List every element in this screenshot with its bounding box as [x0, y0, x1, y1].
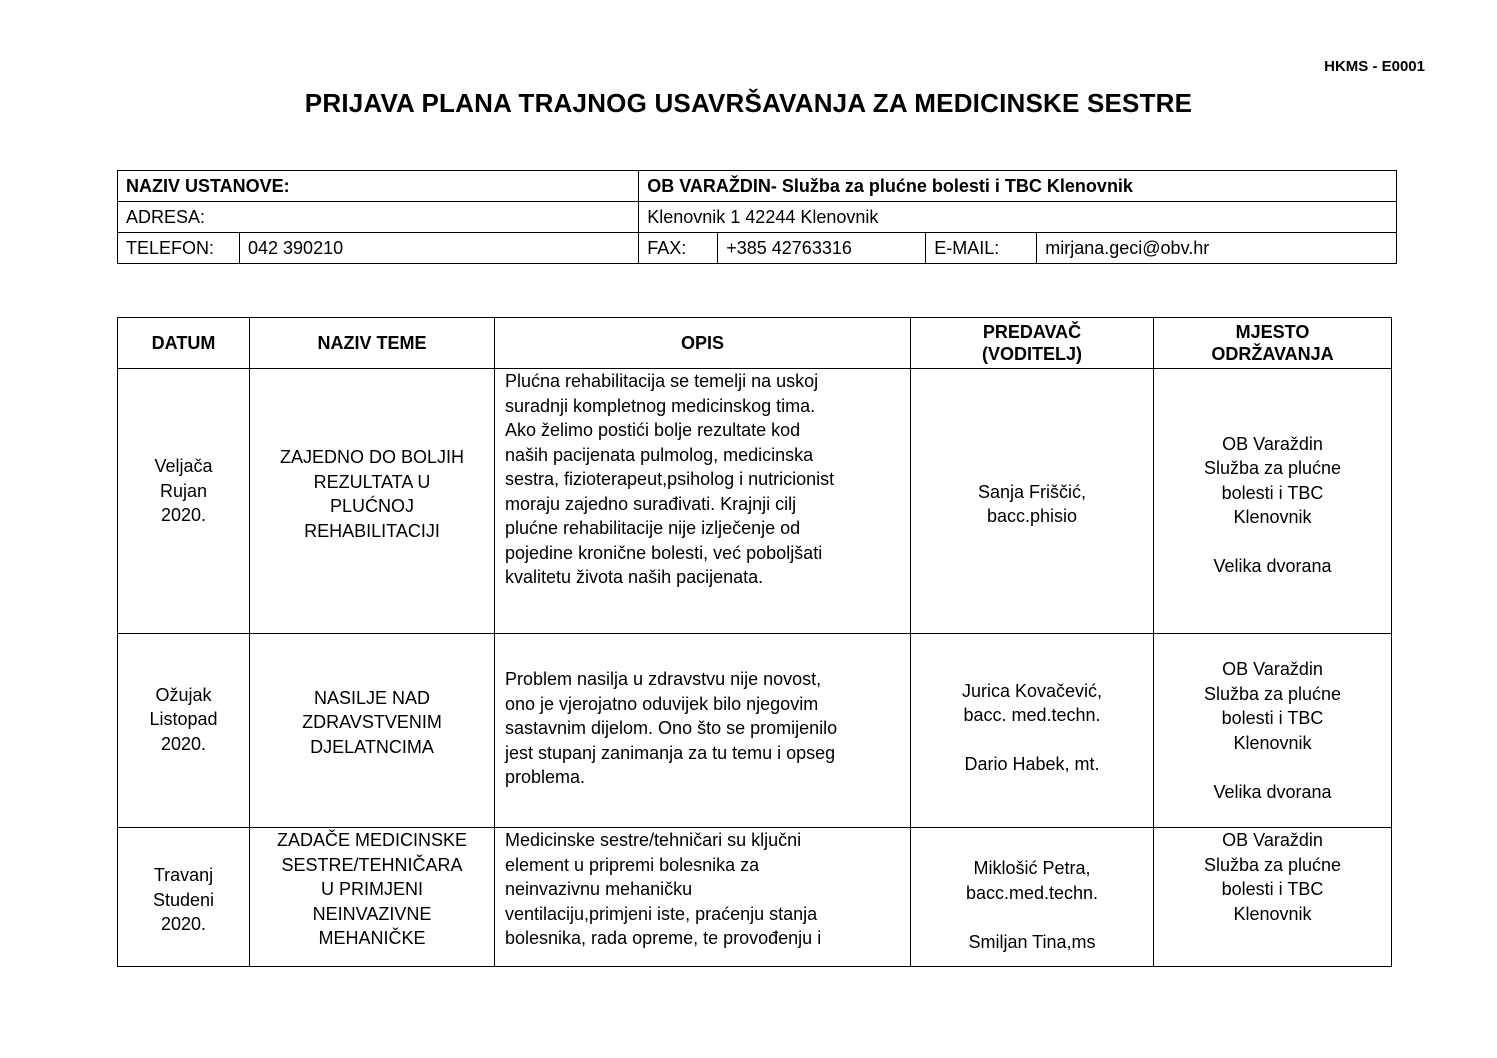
institution-table: [117, 170, 1397, 264]
cell-line: ZADAČE MEDICINSKE: [276, 830, 468, 850]
cell-line: bolesnika, rada opreme, te provođenju i: [505, 928, 822, 948]
cell-line: Plućna rehabilitacija se temelji na uskoj: [505, 371, 819, 391]
cell-line: ZDRAVSTVENIM: [302, 712, 442, 733]
cell-line: suradnji kompletnog medicinskog tima.: [505, 395, 816, 416]
cell-line: ono je vjerojatno oduvijek bilo njegovim: [505, 693, 819, 714]
cell-line: Služba za plućne: [1203, 458, 1342, 478]
institution-name-row: [118, 171, 1397, 202]
table-row: [118, 634, 1392, 828]
cell-line: naših pacijenata pulmolog, medicinska: [505, 444, 814, 465]
cell-line: problema.: [505, 767, 586, 788]
datum-cell: [118, 828, 250, 967]
email-label: E-MAIL:: [926, 233, 1037, 264]
cell-line: DJELATNCIMA: [310, 736, 434, 757]
cell-line: OB Varaždin: [1222, 830, 1323, 850]
document-title: PRIJAVA PLANA TRAJNOG USAVRŠAVANJA ZA MEDICINSKE SESTRE: [304, 88, 1193, 118]
cell-line: Rujan: [159, 480, 208, 501]
cell-line: SESTRE/TEHNIČARA: [281, 854, 463, 875]
cell-line: bacc.phisio: [986, 506, 1078, 526]
cell-line: Sanja Friščić,: [977, 481, 1087, 502]
cell-line: ventilaciju,primjeni iste, praćenju stanja: [505, 903, 818, 924]
datum-cell: [118, 369, 250, 634]
address-label: ADRESA:: [118, 202, 639, 233]
naziv-teme-cell: [250, 369, 495, 634]
address-value: Klenovnik 1 42244 Klenovnik: [639, 202, 1397, 233]
cell-line: Ako želimo postići bolje rezultate kod: [505, 420, 801, 440]
document-code: HKMS - E0001: [1324, 58, 1425, 75]
cell-line: [917, 905, 1147, 930]
header-mjesto: MJESTO ODRŽAVANJA: [1154, 318, 1392, 369]
cell-line: REHABILITACIJI: [304, 520, 440, 541]
header-datum: DATUM: [118, 318, 250, 369]
cell-line: Služba za plućne: [1203, 683, 1342, 704]
training-plan-table: [117, 317, 1392, 967]
header-opis: OPIS: [495, 318, 911, 369]
mjesto-cell: [1154, 828, 1392, 967]
cell-line: kvalitetu života naših pacijenata.: [505, 567, 764, 587]
datum-cell: [118, 634, 250, 828]
cell-line: MEHANIČKE: [318, 928, 426, 948]
opis-cell: [495, 828, 911, 967]
cell-line: bolesti i TBC: [1221, 708, 1324, 728]
cell-line: [917, 728, 1147, 753]
cell-line: element u pripremi bolesnika za: [505, 854, 760, 875]
cell-line: pojedine kronične bolesti, već poboljšati: [505, 542, 823, 563]
cell-line: Klenovnik: [1233, 507, 1312, 527]
cell-line: Travanj: [153, 865, 214, 886]
cell-line: U PRIMJENI: [320, 879, 423, 899]
cell-line: Veljača: [154, 456, 213, 477]
opis-cell: [495, 369, 911, 634]
email-value: mirjana.geci@obv.hr: [1037, 233, 1397, 264]
cell-line: Medicinske sestre/tehničari su ključni: [505, 830, 802, 850]
mjesto-cell: [1154, 634, 1392, 828]
institution-name-label: NAZIV USTANOVE:: [118, 171, 639, 202]
cell-line: neinvazivnu mehaničku: [505, 879, 693, 899]
cell-line: sestra, fizioterapeut,psiholog i nutricionist: [505, 469, 835, 489]
naziv-teme-cell: [250, 828, 495, 967]
cell-line: 2020.: [160, 914, 207, 935]
cell-line: Klenovnik: [1233, 732, 1312, 753]
cell-line: OB Varaždin: [1222, 433, 1323, 454]
predavac-cell: [911, 369, 1154, 634]
cell-line: 2020.: [160, 733, 207, 754]
cell-line: OB Varaždin: [1222, 659, 1323, 679]
cell-line: [1160, 755, 1385, 780]
cell-line: sastavnim dijelom. Ono što se promijenilo: [505, 718, 838, 739]
cell-line: 2020.: [160, 505, 207, 526]
cell-line: PLUĆNOJ: [329, 496, 414, 516]
plan-header-row: [118, 318, 1392, 369]
table-row: [118, 369, 1392, 634]
institution-name-value: OB VARAŽDIN- Služba za plućne bolesti i TBC Klenovnik: [639, 171, 1397, 202]
cell-line: Dario Habek, mt.: [964, 754, 1100, 774]
fax-label: FAX:: [639, 233, 718, 264]
naziv-teme-cell: [250, 634, 495, 828]
opis-cell: [495, 634, 911, 828]
cell-line: REZULTATA U: [313, 471, 431, 492]
cell-line: Služba za plućne: [1203, 854, 1342, 875]
cell-line: bacc.med.techn.: [965, 882, 1099, 903]
phone-label: TELEFON:: [118, 233, 240, 264]
cell-line: Problem nasilja u zdravstvu nije novost,: [505, 669, 822, 690]
cell-line: jest stupanj zanimanja za tu temu i opseg: [505, 742, 836, 763]
cell-line: moraju zajedno surađivati. Krajnji cilj: [505, 493, 797, 514]
cell-line: NEINVAZIVNE: [312, 903, 432, 924]
cell-line: Ožujak: [155, 684, 212, 705]
cell-line: [1160, 530, 1385, 555]
cell-line: Smiljan Tina,ms: [968, 931, 1096, 952]
institution-address-row: [118, 202, 1397, 233]
cell-line: NASILJE NAD: [313, 687, 431, 708]
phone-value: 042 390210: [240, 233, 639, 264]
header-naziv-teme: NAZIV TEME: [250, 318, 495, 369]
cell-line: bolesti i TBC: [1221, 482, 1324, 503]
cell-line: plućne rehabilitacije nije izlječenje od: [505, 518, 801, 538]
cell-line: Velika dvorana: [1213, 556, 1332, 576]
header-predavac: PREDAVAČ (VODITELJ): [911, 318, 1154, 369]
cell-line: ZAJEDNO DO BOLJIH: [279, 447, 465, 467]
predavac-cell: [911, 634, 1154, 828]
fax-value: +385 42763316: [718, 233, 926, 264]
cell-line: Velika dvorana: [1213, 781, 1332, 802]
cell-line: bacc. med.techn.: [963, 705, 1101, 725]
cell-line: Studeni: [152, 889, 215, 910]
institution-contact-row: [118, 233, 1397, 264]
cell-line: Klenovnik: [1233, 903, 1312, 924]
cell-line: bolesti i TBC: [1221, 879, 1324, 899]
table-row: [118, 828, 1392, 967]
mjesto-cell: [1154, 369, 1392, 634]
cell-line: Jurica Kovačević,: [961, 680, 1103, 701]
predavac-cell: [911, 828, 1154, 967]
cell-line: Miklošić Petra,: [973, 858, 1091, 878]
cell-line: Listopad: [149, 709, 218, 730]
